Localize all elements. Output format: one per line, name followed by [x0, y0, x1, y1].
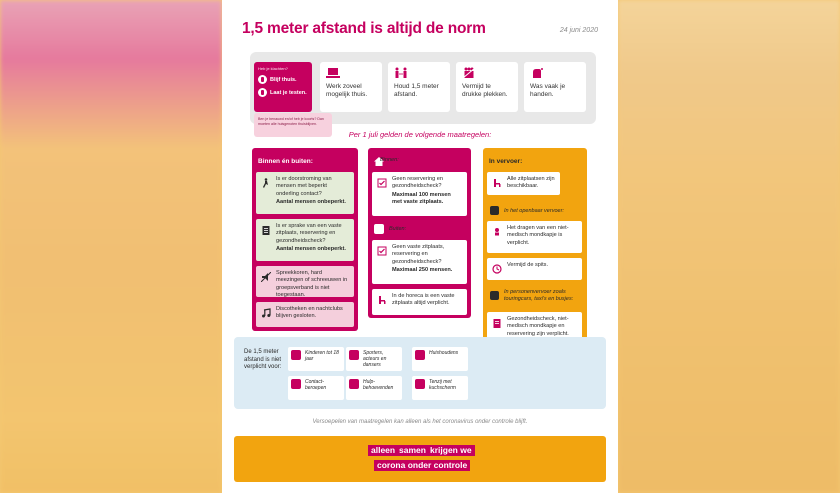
- measure-text: Vermijd de spits.: [507, 262, 549, 268]
- measure-text: Alle zitplaatsen zijn beschikbaar.: [507, 176, 555, 190]
- measure-text: Discotheken en nachtclubs blijven gesloten.: [276, 306, 343, 320]
- tip-card: [388, 62, 450, 112]
- test-icon: [258, 88, 267, 97]
- measure-text: Is er doorstroming van mensen met beperkt onderling contact?: [276, 176, 332, 197]
- handwash-icon: [530, 67, 544, 79]
- coach-label: [490, 289, 582, 302]
- exemption-item: [346, 347, 402, 371]
- measure-card: [256, 219, 354, 261]
- contact-professions-icon: [291, 379, 301, 389]
- exemption-item: [288, 347, 344, 371]
- exemption-text: Kinderen tot 18 jaar: [305, 350, 339, 362]
- slogan-word: krijgen we: [427, 445, 475, 456]
- measure-card: [487, 221, 582, 253]
- stay-home-text: Blijf thuis.: [270, 76, 297, 83]
- exemption-text: Hulp-behoevenden: [363, 379, 394, 391]
- measure-card: [256, 172, 354, 214]
- clipboard-icon: [492, 318, 502, 328]
- tip-card: [320, 62, 382, 112]
- measure-card: [372, 289, 467, 315]
- distance-icon: [394, 67, 408, 79]
- measure-card: [256, 302, 354, 327]
- exemption-text: Contact-beroepen: [305, 379, 327, 391]
- exemption-text: Huishoudens: [429, 350, 459, 356]
- screen-icon: [415, 379, 425, 389]
- exemption-item: [412, 347, 468, 371]
- checklist-icon: [377, 246, 387, 256]
- mask-icon: [492, 227, 502, 237]
- train-icon: [490, 206, 499, 215]
- measure-card: [487, 172, 560, 195]
- household-icon: [415, 350, 425, 360]
- measure-card: [372, 172, 467, 216]
- poster: [222, 0, 618, 493]
- house-icon: [258, 75, 267, 84]
- transport-title: In vervoer:: [489, 158, 523, 165]
- public-transport-text: In het openbaar vervoer:: [504, 207, 564, 214]
- tip-card: [456, 62, 518, 112]
- measure-text: Het dragen van een niet-medisch mondkapje is verplicht.: [507, 225, 569, 246]
- complaints-box: [254, 62, 312, 112]
- slogan-word: alleen: [368, 445, 398, 456]
- poster-title: 1,5 meter afstand is altijd de norm: [242, 20, 486, 37]
- measure-bold: Maximaal 100 mensen met vaste zitplaats.: [392, 191, 451, 205]
- wheelchair-icon: [349, 379, 359, 389]
- background-right: [618, 0, 840, 493]
- no-shouting-icon: [261, 272, 271, 282]
- complaints-heading: Heb je klachten?: [258, 66, 288, 71]
- exemption-text: Sporters, acteurs en dansers: [363, 350, 387, 368]
- laptop-icon: [326, 67, 340, 79]
- measure-card: [487, 258, 582, 280]
- inside-title-label: Binnen:: [380, 157, 399, 163]
- inside-outside-title: Binnen én buiten:: [258, 158, 313, 165]
- measure-bold: Aantal mensen onbeperkt.: [276, 198, 346, 205]
- measure-text: In de horeca is een vaste zitplaats altijd verplicht.: [392, 293, 455, 307]
- chair-icon: [377, 295, 387, 305]
- exemption-item: [346, 376, 402, 400]
- music-icon: [261, 308, 271, 318]
- sports-icon: [349, 350, 359, 360]
- outside-title: [374, 224, 406, 234]
- checklist-icon: [377, 178, 387, 188]
- seat-icon: [492, 178, 502, 188]
- outside-title-label: Buiten:: [389, 226, 407, 232]
- crowd-icon: [462, 67, 476, 79]
- get-tested-text: Laat je testen.: [270, 89, 307, 96]
- tip-text: Vermijd te drukke plekken.: [462, 83, 508, 99]
- bus-icon: [490, 291, 499, 300]
- slogan-word: corona onder controle: [374, 460, 470, 471]
- public-transport-label: [490, 206, 564, 215]
- exemptions-label: De 1,5 meter afstand is niet verplicht voor:: [244, 349, 282, 370]
- slogan-word: samen: [396, 445, 429, 456]
- tip-card: [524, 62, 586, 112]
- subheading: Per 1 juli gelden de volgende maatregelen:: [348, 130, 492, 139]
- tip-text: Was vaak je handen.: [530, 83, 566, 99]
- measure-text: Geen reservering en gezondheidscheck?: [392, 176, 443, 190]
- measure-text: Geen vaste zitplaats, reservering en gezondheidscheck?: [392, 244, 445, 265]
- measure-card: [256, 266, 354, 297]
- poster-date: 24 juni 2020: [559, 27, 598, 34]
- clock-icon: [492, 264, 502, 274]
- children-icon: [291, 350, 301, 360]
- measure-text: Spreekkoren, hard meezingen of schreeuwen in groepsverband is niet toegestaan.: [276, 270, 348, 298]
- exemption-item: [412, 376, 468, 400]
- tip-text: Werk zoveel mogelijk thuis.: [326, 83, 368, 99]
- exemption-item: [288, 376, 344, 400]
- measure-card: [372, 240, 467, 284]
- measure-text: Is er sprake van een vaste zitplaats, reservering en gezondheidscheck?: [276, 223, 342, 244]
- tip-text: Houd 1,5 meter afstand.: [394, 83, 439, 99]
- walking-icon: [261, 178, 271, 188]
- measure-text: Gezondheidscheck, niet-medisch mondkapje en reservering zijn verplicht.: [507, 316, 569, 337]
- background-left: [0, 0, 222, 493]
- coach-label-text: In personenvervoer zoals touringcars, taxi's en busjes:: [504, 289, 574, 302]
- tree-icon: [374, 224, 384, 234]
- measure-bold: Maximaal 250 mensen.: [392, 266, 453, 273]
- slogan-banner: [234, 436, 606, 482]
- exemptions-panel: [234, 337, 606, 409]
- complaints-note: Ben je benauwd en/of heb je koorts? Dan moeten alle huisgenoten thuisblijven.: [254, 113, 332, 137]
- exemption-text: Tenzij met kuchscherm: [429, 379, 456, 391]
- clipboard-icon: [261, 225, 271, 235]
- footnote: Versoepelen van maatregelen kan alleen als het coronavirus onder controle blijft.: [312, 419, 528, 425]
- measure-bold: Aantal mensen onbeperkt.: [276, 245, 346, 252]
